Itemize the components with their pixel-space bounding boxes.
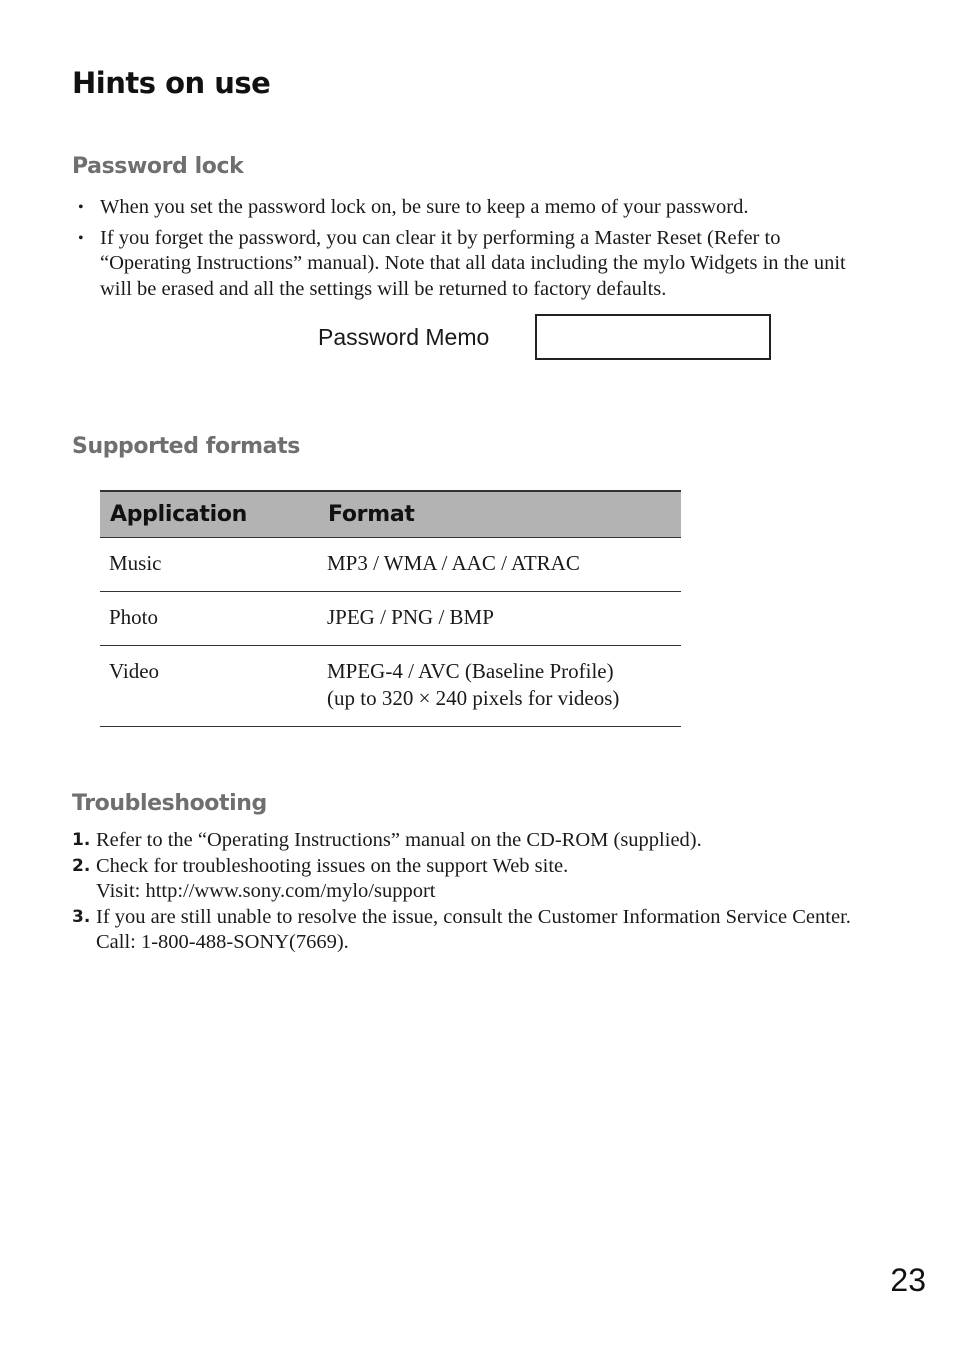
list-item	[72, 828, 862, 854]
step-number: 3.	[72, 906, 91, 927]
table-row	[100, 538, 681, 592]
format-cell	[318, 646, 681, 727]
table-header-row	[100, 491, 681, 538]
format-line: MP3 / WMA / AAC / ATRAC	[327, 551, 580, 575]
step-text: If you are still unable to resolve the issue, consult the Customer Information Service Center.	[96, 905, 851, 928]
application-cell: Video	[100, 646, 318, 727]
step-text: Refer to the “Operating Instructions” manual on the CD-ROM (supplied).	[96, 829, 702, 851]
step-number: 2.	[72, 855, 91, 876]
password-memo	[318, 314, 771, 360]
application-cell: Music	[100, 538, 318, 592]
list-item	[72, 905, 862, 956]
bullet-text: If you forget the password, you can clear it by performing a Master Reset (Refer to “Operating Instructions” manual). Note that all data including the mylo Widgets in the unit will be erased and all the settings will be returned to factory defaults.	[100, 226, 846, 300]
bullet-text: When you set the password lock on, be sure to keep a memo of your password.	[100, 196, 749, 218]
list-item	[78, 195, 848, 221]
format-line: JPEG / PNG / BMP	[327, 605, 494, 629]
step-number: 1.	[72, 830, 91, 850]
format-cell	[318, 592, 681, 646]
troubleshooting-heading: Troubleshooting	[72, 791, 267, 816]
format-line: (up to 320 × 240 pixels for videos)	[327, 686, 620, 710]
supported-formats-heading: Supported formats	[72, 434, 300, 459]
format-line: MPEG-4 / AVC (Baseline Profile)	[327, 659, 614, 683]
list-item	[72, 854, 862, 905]
support-url: Visit: http://www.sony.com/mylo/support	[96, 880, 436, 903]
troubleshooting-steps	[72, 828, 862, 956]
bullet-icon: •	[78, 199, 84, 216]
table-row	[100, 646, 681, 727]
page-number: 23	[890, 1262, 926, 1298]
bullet-icon: •	[78, 229, 84, 247]
column-header-application: Application	[100, 491, 318, 538]
password-lock-heading: Password lock	[72, 154, 244, 179]
format-cell	[318, 538, 681, 592]
column-header-format: Format	[318, 491, 681, 538]
password-memo-label: Password Memo	[318, 323, 490, 350]
step-text: Check for troubleshooting issues on the support Web site.	[96, 854, 569, 877]
formats-table	[100, 490, 681, 727]
password-lock-list	[78, 195, 848, 307]
password-memo-box	[535, 314, 771, 360]
application-cell: Photo	[100, 592, 318, 646]
table-row	[100, 592, 681, 646]
list-item	[78, 226, 848, 303]
page-title: Hints on use	[72, 66, 271, 100]
support-phone: Call: 1-800-488-SONY(7669).	[96, 931, 349, 954]
